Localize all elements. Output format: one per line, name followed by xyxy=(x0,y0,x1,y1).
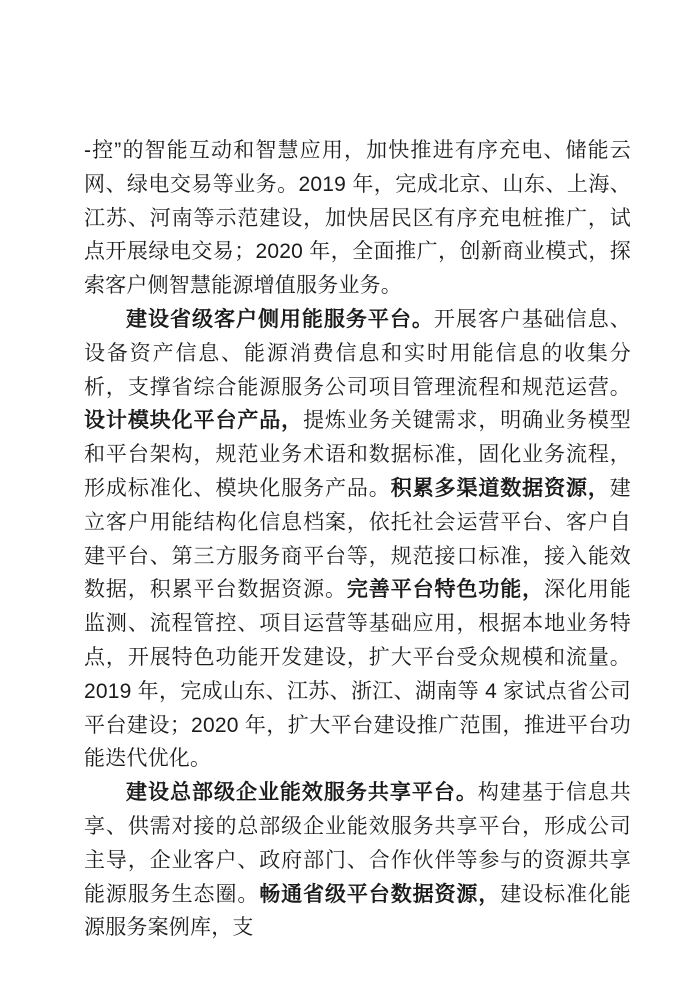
text-run-bold: 完善平台特色功能， xyxy=(346,578,545,602)
text-run: 建立客户用能结构化信息档案，依托社会运营平台、客户自建平台、第三方服务商平台等，规范接口标准，接入能效数据，积累平台数据资源。 xyxy=(84,476,631,602)
document-body xyxy=(84,134,631,945)
paragraph xyxy=(84,776,631,945)
text-run: 构建基于信息共享、供需对接的总部级企业能效服务共享平台，形成公司主导，企业客户、政府部门、合作伙伴等参与的资源共享能源服务生态圈。 xyxy=(84,781,632,906)
text-run: 开展客户基础信息、设备资产信息、能源消费信息和实时用能信息的收集分析，支撑省综合能源服务公司项目管理流程和规范运营。 xyxy=(84,307,631,399)
text-run-bold: 建设省级客户侧用能服务平台。 xyxy=(126,307,434,331)
text-run: 建设标准化能源服务案例库，支 xyxy=(84,882,631,940)
text-run-bold: 畅通省级平台数据资源， xyxy=(259,882,501,906)
text-run: -控”的智能互动和智慧应用，加快推进有序充电、储能云网、绿电交易等业务。2019 年，完成北京、山东、上海、江苏、河南等示范建设，加快居民区有序充电桩推广，试点开展绿电交易；2020 年，全面推广，创新商业模式，探索客户侧智慧能源增值服务业务。 xyxy=(84,139,631,298)
paragraph xyxy=(84,134,631,303)
text-run-bold: 建设总部级企业能效服务共享平台。 xyxy=(126,781,478,805)
text-run: 深化用能监测、流程管控、项目运营等基础应用，根据本地业务特点，开展特色功能开发建设，扩大平台受众规模和流量。2019 年，完成山东、江苏、浙江、湖南等 4 家试点省公司平台建设；2020 年，扩大平台建设推广范围，推进平台功能迭代优化。 xyxy=(84,578,631,771)
text-run-bold: 积累多渠道数据资源， xyxy=(390,476,610,500)
text-run: 提炼业务关键需求，明确业务模型和平台架构，规范业务术语和数据标准，固化业务流程，形成标准化、模块化服务产品。 xyxy=(84,409,632,500)
text-run-bold: 设计模块化平台产品， xyxy=(84,409,304,433)
paragraph xyxy=(84,303,631,776)
